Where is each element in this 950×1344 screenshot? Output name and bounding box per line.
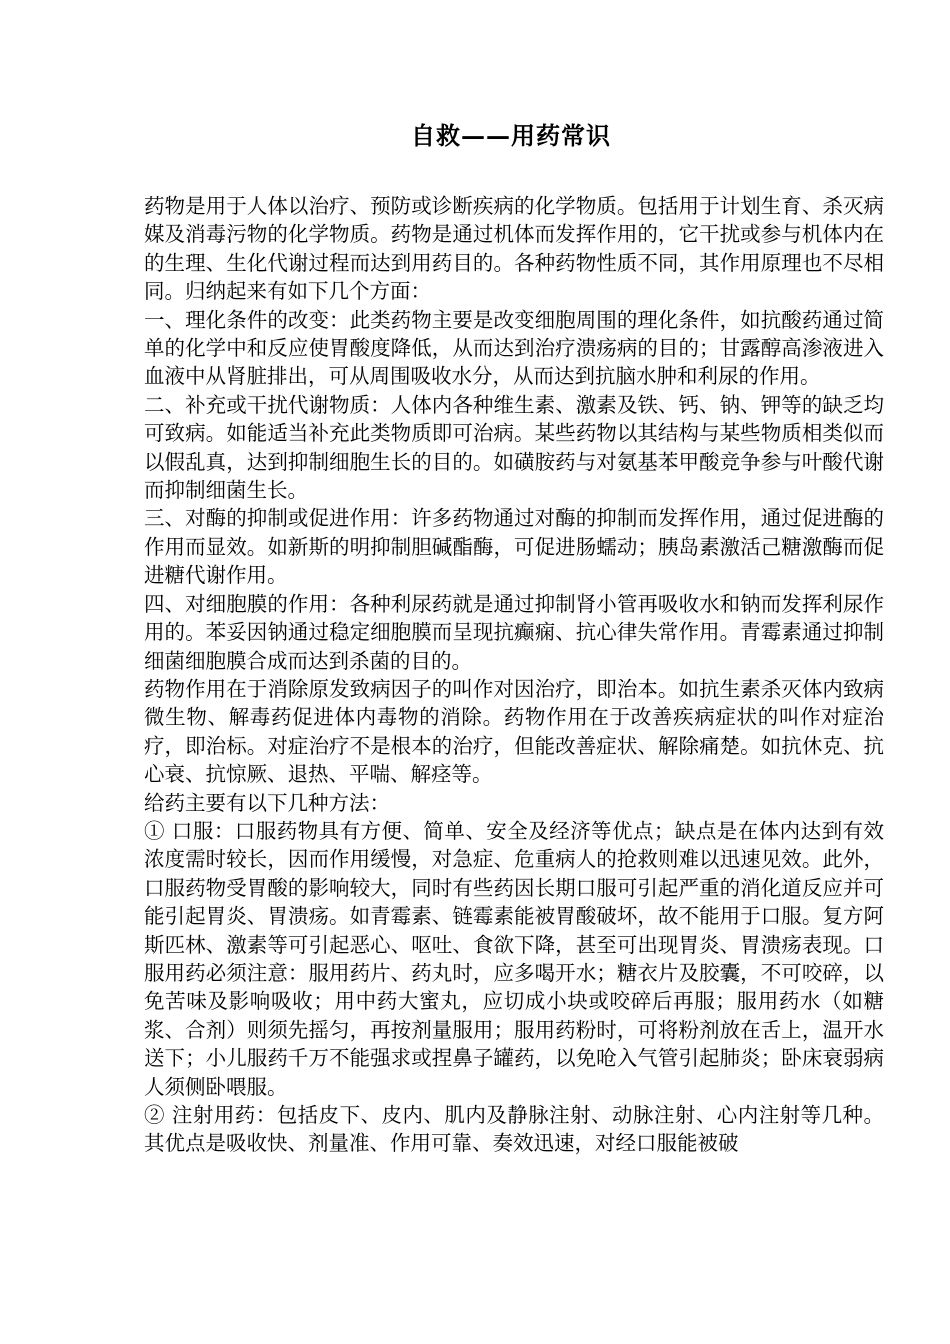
paragraph-physicochemical: 一、理化条件的改变：此类药物主要是改变细胞周围的理化条件，如抗酸药通过简单的化学中和反应使胃酸度降低，从而达到治疗溃疡病的目的；甘露醇高渗液进入血液中从肾脏排出，可从周围吸收水分，从而达到抗脑水肿和利尿的作用。 [144, 307, 884, 389]
paragraph-injection: ② 注射用药：包括皮下、皮内、肌内及静脉注射、动脉注射、心内注射等几种。其优点是吸收快、剂量准、作用可靠、奏效迅速，对经口服能被破 [144, 1103, 884, 1156]
paragraph-oral: ① 口服：口服药物具有方便、简单、安全及经济等优点；缺点是在体内达到有效浓度需时较长，因而作用缓慢，对急症、危重病人的抢救则难以迅速见效。此外，口服药物受胃酸的影响较大，同时有些药因长期口服可引起严重的消化道反应并可能引起胃炎、胃溃疡。如青霉素、链霉素能被胃酸破坏，故不能用于口服。复方阿斯匹林、激素等可引起恶心、呕吐、食欲下降，甚至可出现胃炎、胃溃疡表现。口服用药必须注意：服用药片、药丸时，应多喝开水；糖衣片及胶囊，不可咬碎，以免苦味及影响吸收；用中药大蜜丸，应切成小块或咬碎后再服；服用药水（如糖浆、合剂）则须先摇匀，再按剂量服用；服用药粉时，可将粉剂放在舌上，温开水送下；小儿服药千万不能强求或捏鼻子罐药，以免呛入气管引起肺炎；卧床衰弱病人须侧卧喂服。 [144, 818, 884, 1099]
paragraph-intro: 药物是用于人体以治疗、预防或诊断疾病的化学物质。包括用于计划生育、杀灭病媒及消毒污物的化学物质。药物是通过机体而发挥作用的，它干扰或参与机体内在的生理、生化代谢过程而达到用药目的。各种药物性质不同，其作用原理也不尽相同。归纳起来有如下几个方面： [144, 194, 884, 304]
paragraph-cell-membrane: 四、对细胞膜的作用：各种利尿药就是通过抑制肾小管再吸收水和钠而发挥利尿作用的。苯妥因钠通过稳定细胞膜而呈现抗癫痫、抗心律失常作用。青霉素通过抑制细菌细胞膜合成而达到杀菌的目的。 [144, 591, 884, 673]
paragraph-treatment-types: 药物作用在于消除原发致病因子的叫作对因治疗，即治本。如抗生素杀灭体内致病微生物、解毒药促进体内毒物的消除。药物作用在于改善疾病症状的叫作对症治疗，即治标。对症治疗不是根本的治疗，但能改善症状、解除痛楚。如抗休克、抗心衰、抗惊厥、退热、平喘、解痉等。 [144, 676, 884, 787]
paragraph-administration-intro: 给药主要有以下几种方法： [144, 790, 390, 815]
paragraph-enzyme: 三、对酶的抑制或促进作用：许多药物通过对酶的抑制而发挥作用，通过促进酶的作用而显效。如新斯的明抑制胆碱酯酶，可促进肠蠕动；胰岛素激活己糖激酶而促进糖代谢作用。 [144, 506, 884, 588]
document-title: 自救——用药常识 [411, 121, 611, 150]
paragraph-metabolism: 二、补充或干扰代谢物质：人体内各种维生素、激素及铁、钙、钠、钾等的缺乏均可致病。如能适当补充此类物质即可治病。某些药物以其结构与某些物质相类似而以假乱真，达到抑制细胞生长的目的。如磺胺药与对氨基苯甲酸竞争参与叶酸代谢而抑制细菌生长。 [144, 392, 884, 503]
document-body [144, 192, 884, 1158]
